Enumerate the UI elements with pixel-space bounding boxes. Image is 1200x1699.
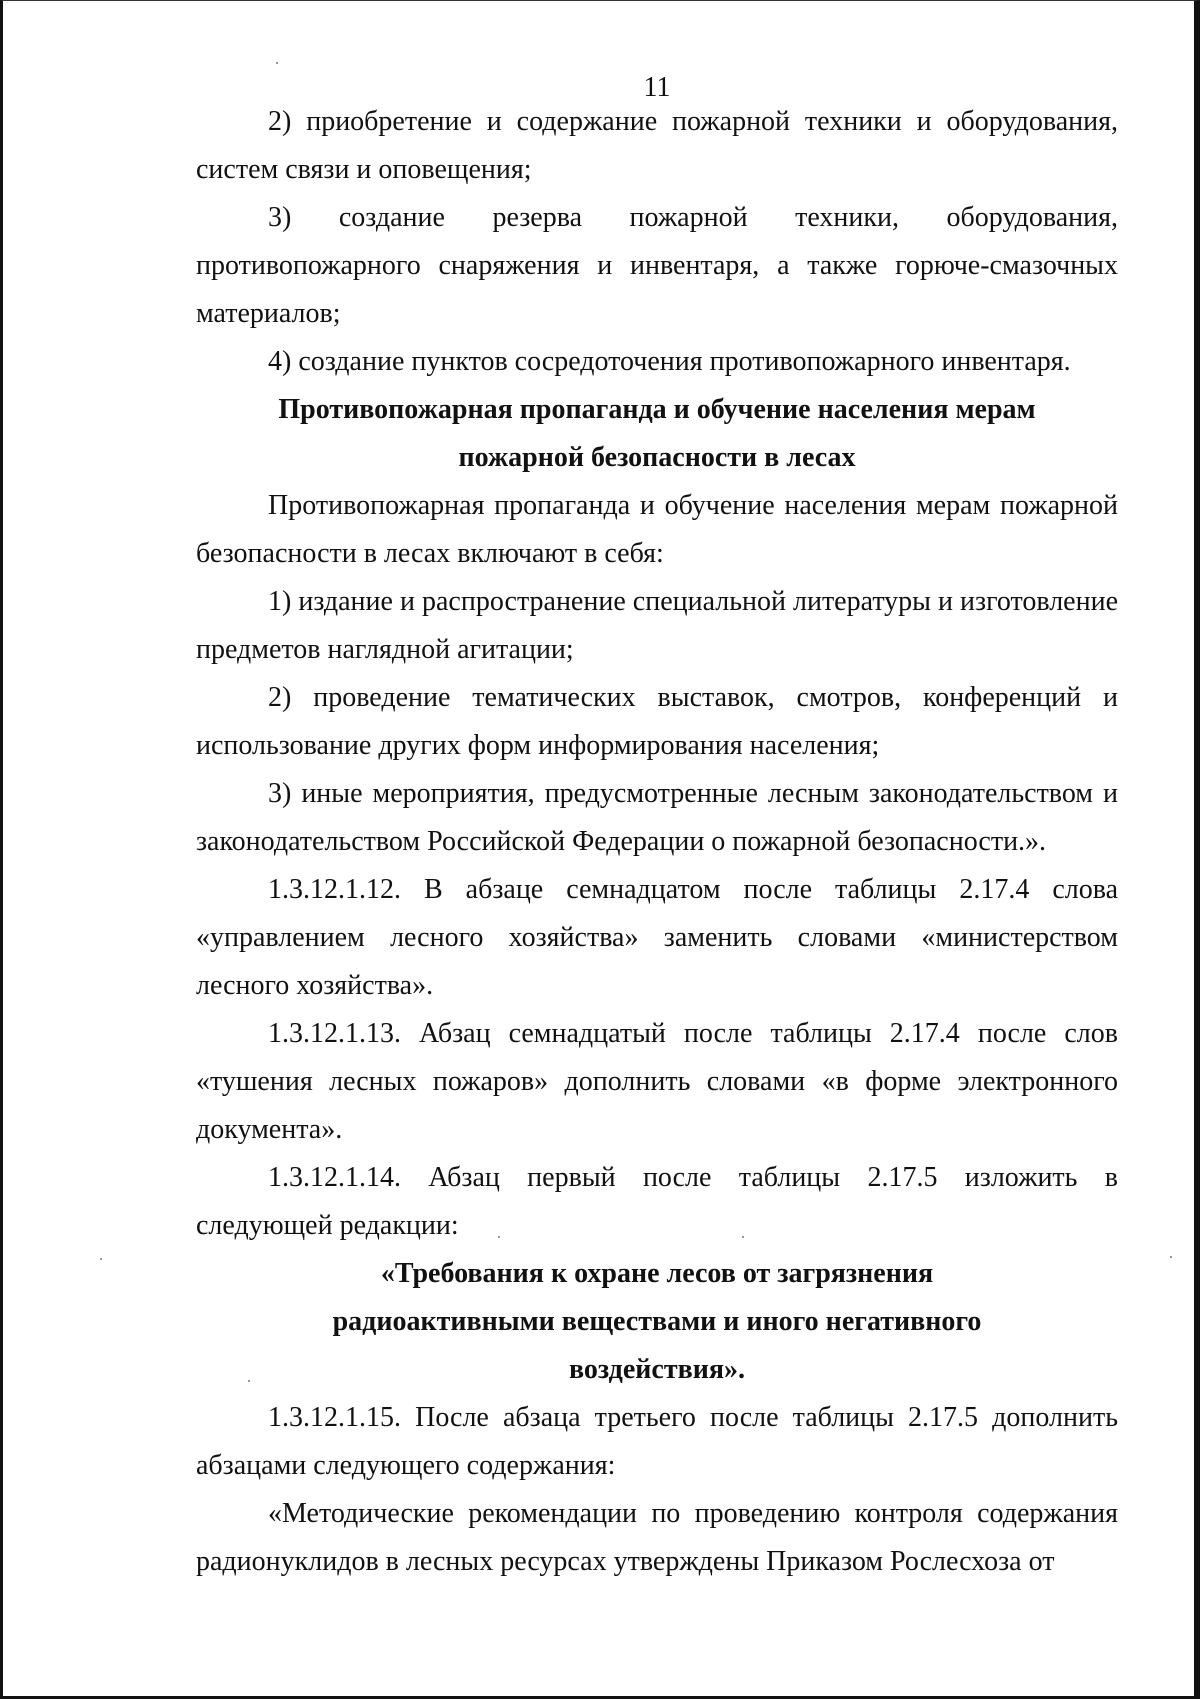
paragraph: 1) издание и распространение специальной литературы и изготовление предметов наглядной агитации; <box>196 586 1118 665</box>
scan-speck <box>276 62 278 64</box>
paragraph: 2) проведение тематических выставок, смотров, конференций и использование других форм информирования населения; <box>196 682 1118 761</box>
scan-speck <box>742 1236 744 1238</box>
scan-speck <box>1170 1256 1172 1258</box>
paragraph: 3) создание резерва пожарной техники, оборудования, противопожарного снаряжения и инвентаря, а также горюче-смазочных материалов; <box>196 202 1118 329</box>
document-body <box>196 98 1118 1586</box>
paragraph: 1.3.12.1.15. После абзаца третьего после таблицы 2.17.5 дополнить абзацами следующего содержания: <box>196 1402 1118 1481</box>
scan-speck <box>100 1258 102 1260</box>
paragraph: 2) приобретение и содержание пожарной техники и оборудования, систем связи и оповещения; <box>196 106 1118 185</box>
paragraph: 1.3.12.1.13. Абзац семнадцатый после таблицы 2.17.4 после слов «тушения лесных пожаров» дополнить словами «в форме электронного документа». <box>196 1018 1118 1145</box>
paragraph: Противопожарная пропаганда и обучение населения мерам пожарной безопасности в лесах включают в себя: <box>196 490 1118 569</box>
paragraph: 3) иные мероприятия, предусмотренные лесным законодательством и законодательством Российской Федерации о пожарной безопасности.». <box>196 778 1118 857</box>
paragraph: 1.3.12.1.12. В абзаце семнадцатом после таблицы 2.17.4 слова «управлением лесного хозяйства» заменить словами «министерством лесного хозяйства». <box>196 874 1118 1001</box>
paragraph: 1.3.12.1.14. Абзац первый после таблицы 2.17.5 изложить в следующей редакции: <box>196 1162 1118 1241</box>
paragraph: «Методические рекомендации по проведению контроля содержания радионуклидов в лесных ресурсах утверждены Приказом Рослесхоза от <box>196 1498 1118 1577</box>
section-heading: «Требования к охране лесов от загрязнения радиоактивными веществами и иного негативного воздействия». <box>332 1258 982 1385</box>
paragraph: 4) создание пунктов сосредоточения противопожарного инвентаря. <box>268 346 1071 377</box>
section-heading: Противопожарная пропаганда и обучение населения мерам пожарной безопасности в лесах <box>278 394 1036 473</box>
page-number: 11 <box>643 72 671 103</box>
scan-speck <box>498 1236 500 1238</box>
scan-speck <box>248 1380 250 1382</box>
